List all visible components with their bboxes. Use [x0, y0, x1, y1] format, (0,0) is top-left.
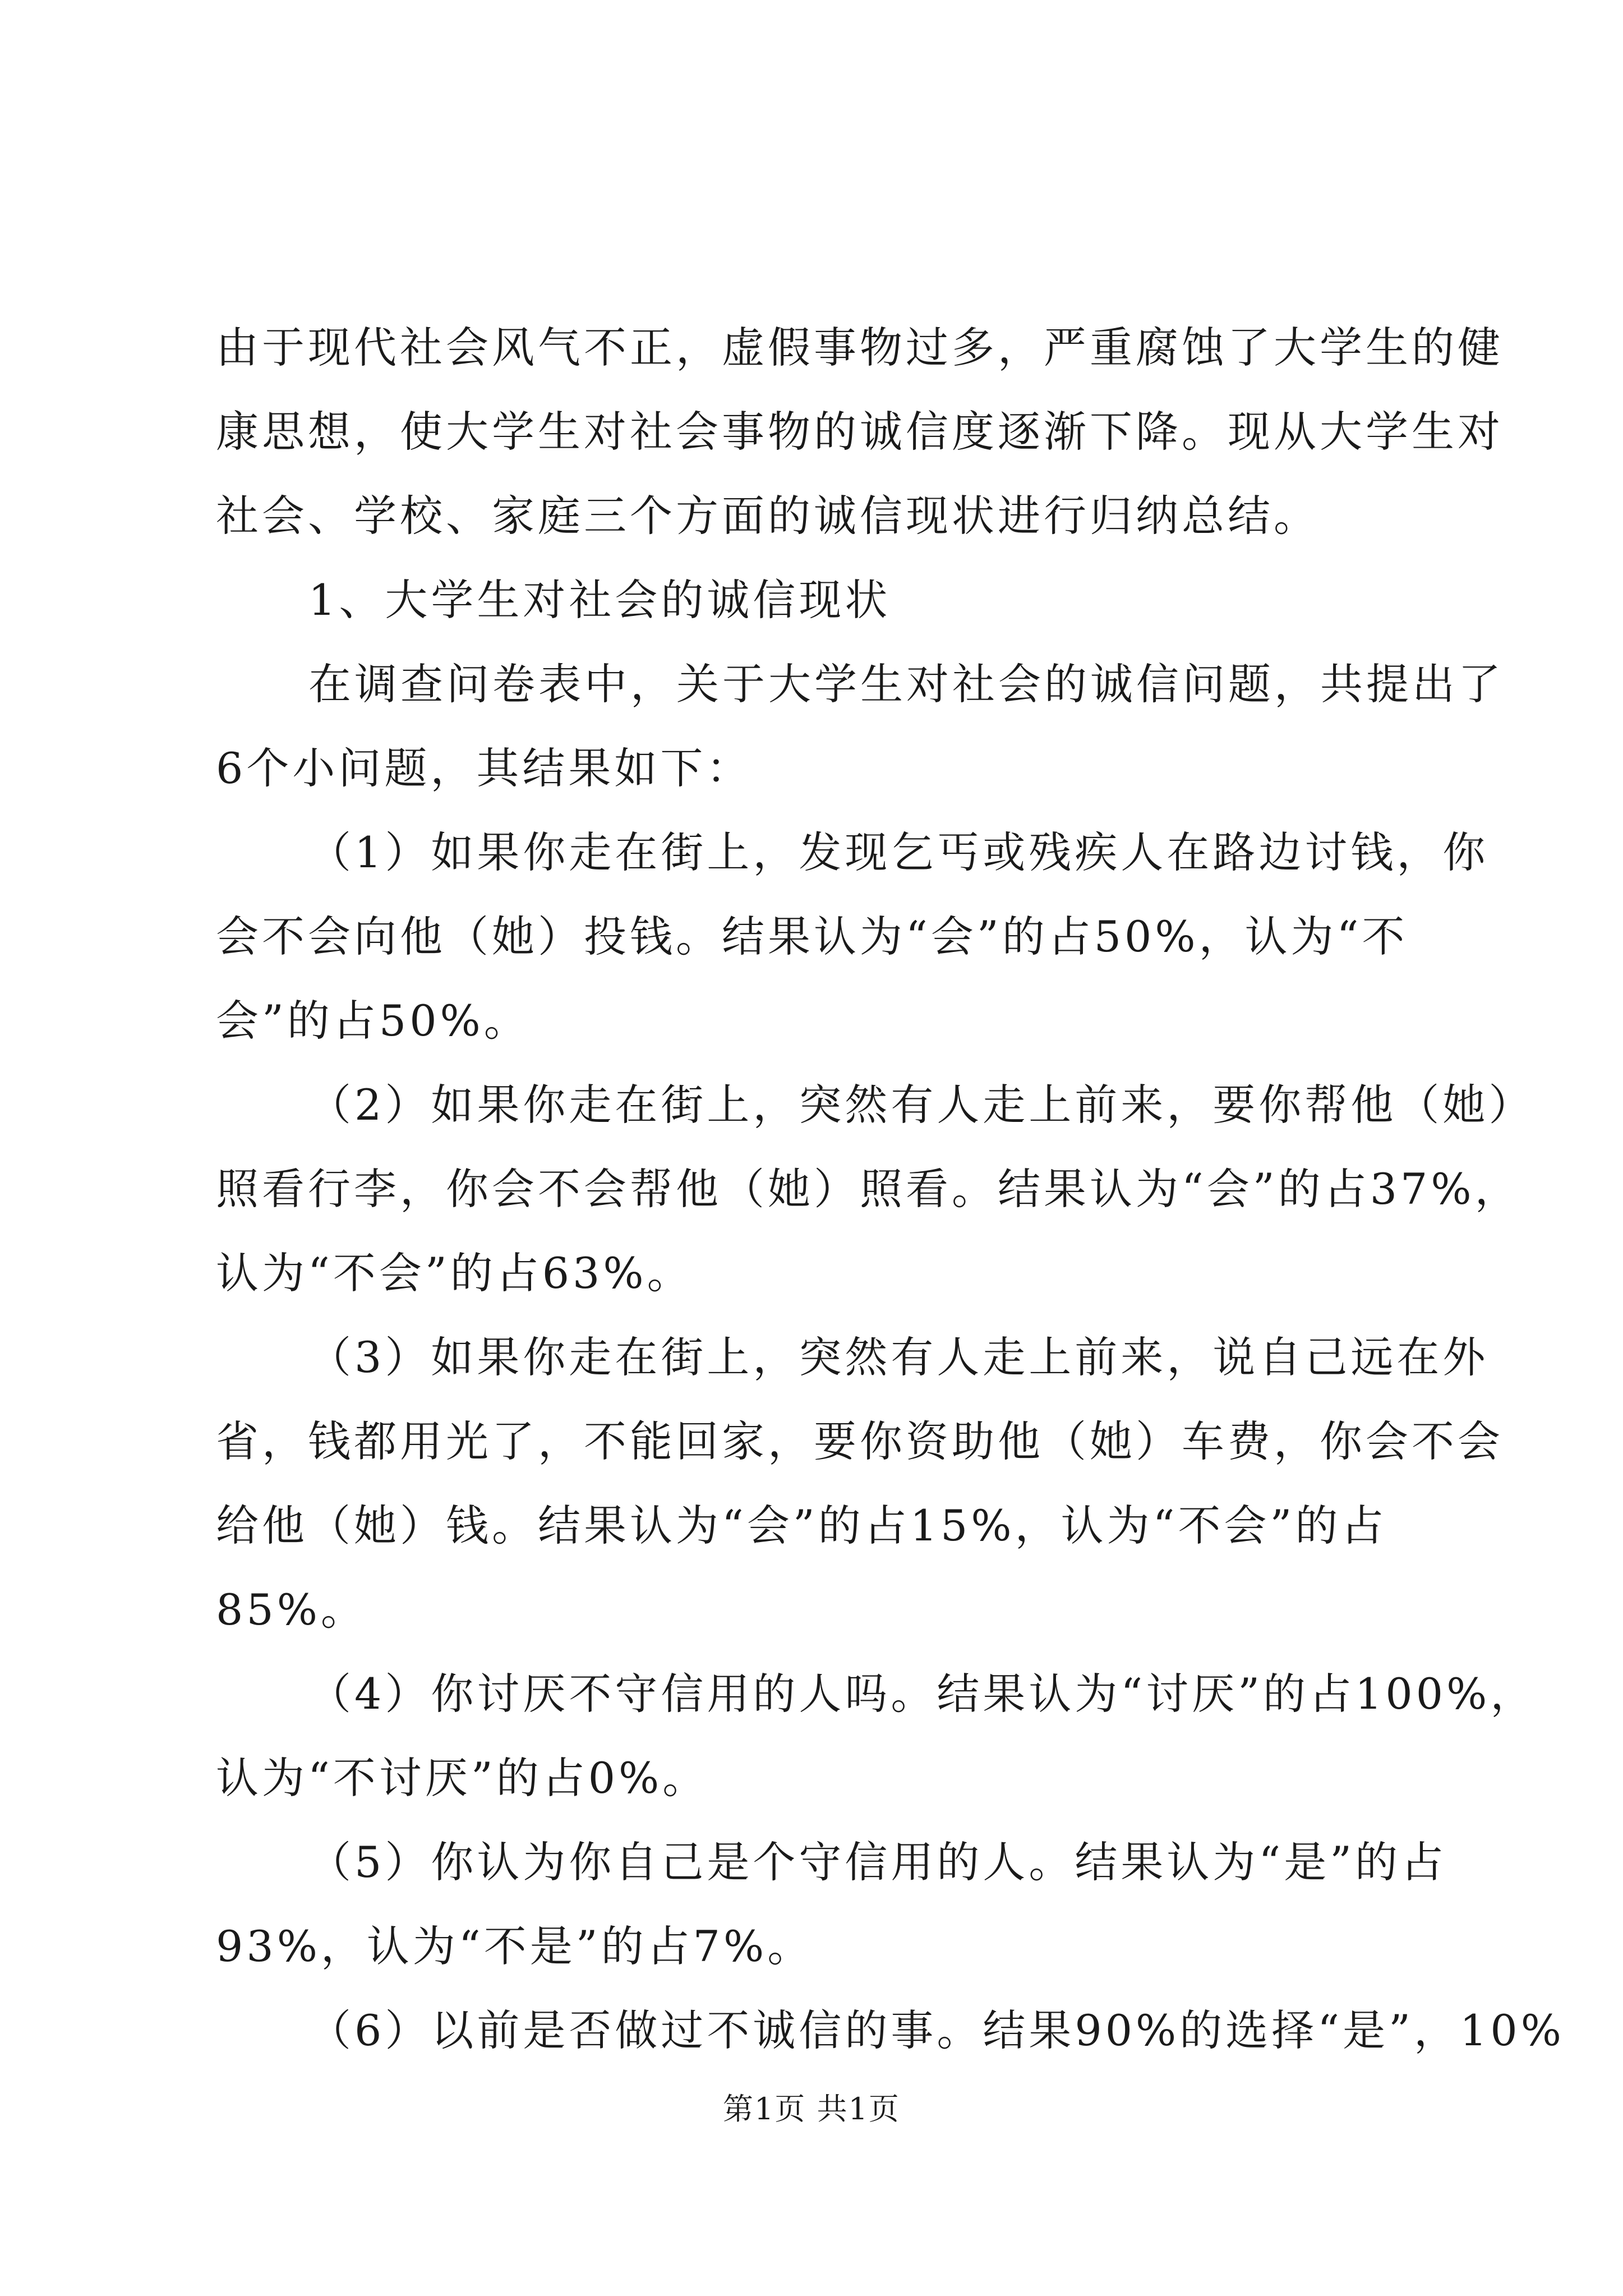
text-line: 认为“不讨厌”的占0%。 [216, 1753, 709, 1803]
text-line: 93%，认为“不是”的占7%。 [216, 1921, 814, 1971]
text-line: 由于现代社会风气不正，虚假事物过多，严重腐蚀了大学生的健 [216, 323, 1504, 372]
section-heading: 1、大学生对社会的诚信现状 [308, 575, 891, 625]
question-line: （6）以前是否做过不诚信的事。结果90%的选择“是”，10% [308, 2005, 1565, 2055]
text-line: 在调查问卷表中，关于大学生对社会的诚信问题，共提出了 [308, 659, 1504, 709]
text-line: 给他（她）钱。结果认为“会”的占15%，认为“不会”的占 [216, 1501, 1387, 1550]
body-text [216, 306, 1565, 2073]
question-line: （1）如果你走在街上，发现乞丐或残疾人在路边讨钱，你 [308, 827, 1489, 877]
question-line: （2）如果你走在街上，突然有人走上前来，要你帮他（她） [308, 1080, 1535, 1130]
question-line: （3）如果你走在街上，突然有人走上前来，说自己远在外 [308, 1332, 1489, 1382]
text-line: 会不会向他（她）投钱。结果认为“会”的占50%，认为“不 [216, 912, 1408, 961]
text-line: 6个小问题，其结果如下： [216, 743, 753, 793]
text-line: 会”的占50%。 [216, 996, 530, 1046]
text-line: 康思想，使大学生对社会事物的诚信度逐渐下降。现从大学生对 [216, 407, 1504, 457]
question-line: （4）你讨厌不守信用的人吗。结果认为“讨厌”的占100%， [308, 1669, 1537, 1719]
text-line: 省，钱都用光了，不能回家，要你资助他（她）车费，你会不会 [216, 1416, 1504, 1466]
text-line: 认为“不会”的占63%。 [216, 1248, 693, 1298]
text-line: 社会、学校、家庭三个方面的诚信现状进行归纳总结。 [216, 491, 1320, 541]
page-number-footer: 第1页 共1页 [723, 2091, 900, 2127]
text-line: 照看行李，你会不会帮他（她）照看。结果认为“会”的占37%， [216, 1164, 1521, 1214]
text-line: 85%。 [216, 1585, 367, 1635]
question-line: （5）你认为你自己是个守信用的人。结果认为“是”的占 [308, 1837, 1447, 1887]
